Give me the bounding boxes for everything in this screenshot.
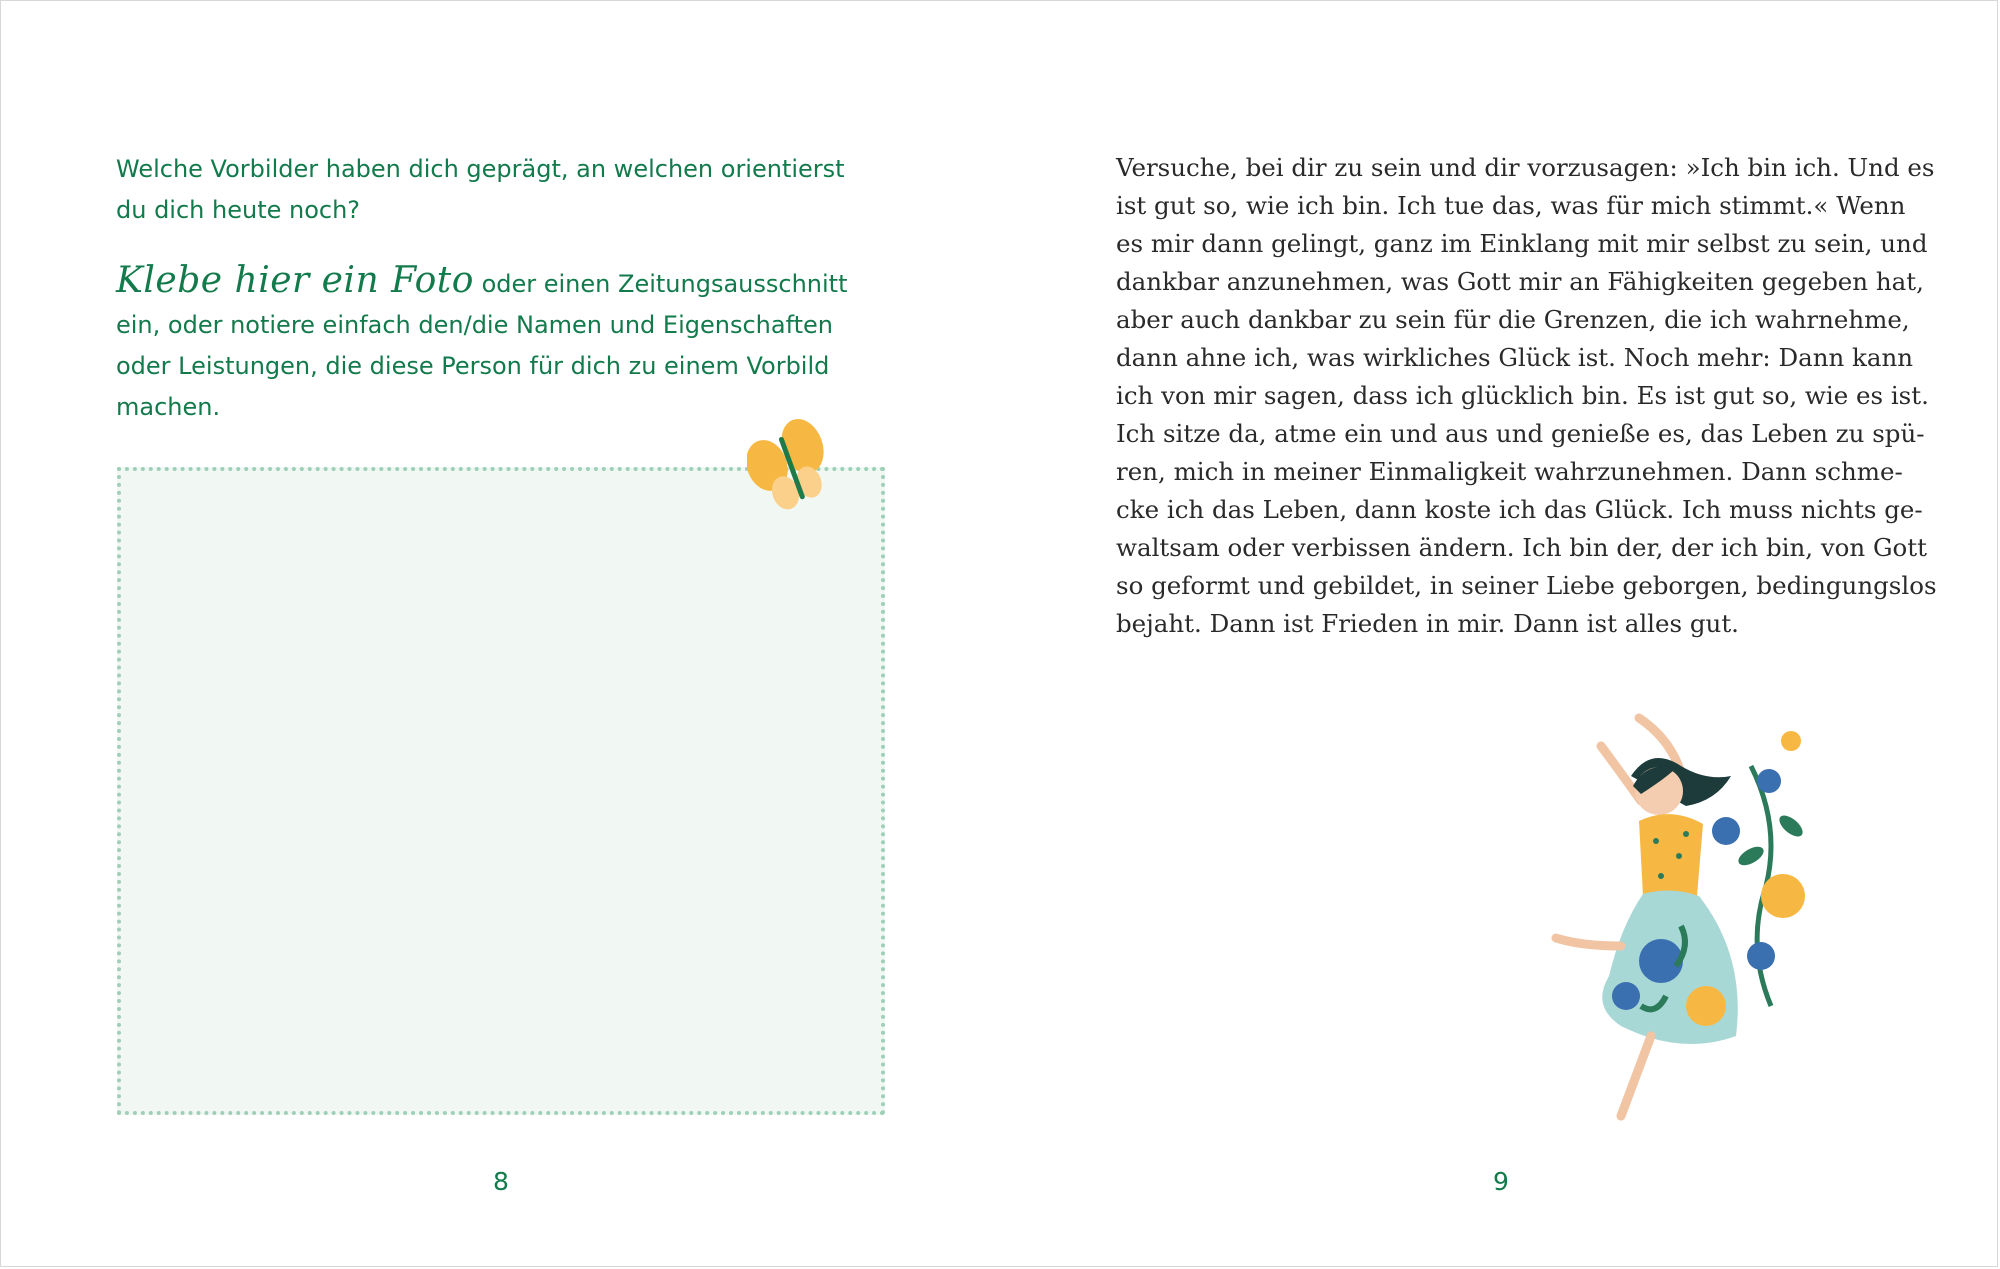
- page-number: 8: [493, 1167, 509, 1196]
- dancer-icon: [1521, 706, 1821, 1136]
- prompt-instruction: [116, 260, 876, 428]
- text-line: aber auch dankbar zu sein für die Grenzen, die ich wahrnehme,: [1116, 305, 1910, 334]
- text-line: dann ahne ich, was wirkliches Glück ist. Noch mehr: Dann kann: [1116, 343, 1914, 372]
- text-line: Versuche, bei dir zu sein und dir vorzusagen: »Ich bin ich. Und es: [1116, 153, 1935, 182]
- right-page: [1001, 1, 2000, 1266]
- text-line: so geformt und gebildet, in seiner Liebe geborgen, bedingungslos: [1116, 571, 1937, 600]
- prompt-question: Welche Vorbilder haben dich geprägt, an welchen orientierst du dich heute noch?: [116, 155, 845, 224]
- text-line: waltsam oder verbissen ändern. Ich bin der, der ich bin, von Gott: [1116, 533, 1927, 562]
- text-line: ren, mich in meiner Einmaligkeit wahrzunehmen. Dann schme-: [1116, 457, 1903, 486]
- butterfly-icon: [747, 417, 837, 517]
- text-line: es mir dann gelingt, ganz im Einklang mit mir selbst zu sein, und: [1116, 229, 1928, 258]
- text-line: Ich sitze da, atme ein und aus und genieße es, das Leben zu spü-: [1116, 419, 1925, 448]
- text-line: bejaht. Dann ist Frieden in mir. Dann ist alles gut.: [1116, 609, 1739, 638]
- text-line: ist gut so, wie ich bin. Ich tue das, was für mich stimmt.« Wenn: [1116, 191, 1906, 220]
- text-line: cke ich das Leben, dann koste ich das Glück. Ich muss nichts ge-: [1116, 495, 1923, 524]
- page-number: 9: [1493, 1167, 1509, 1196]
- instruction-script-lead: Klebe hier ein Foto: [116, 260, 474, 301]
- left-page: [1, 1, 1001, 1266]
- text-line: ich von mir sagen, dass ich glücklich bin. Es ist gut so, wie es ist.: [1116, 381, 1929, 410]
- text-line: dankbar anzunehmen, was Gott mir an Fähigkeiten gegeben hat,: [1116, 267, 1924, 296]
- photo-paste-area: [117, 467, 885, 1115]
- body-paragraph: [1116, 149, 1937, 643]
- instruction-text: oder einen Zeitungsausschnitt ein, oder notiere einfach den/die Namen und Eigenschaften oder Leistungen, die diese Person für dich zu einem Vorbild machen.: [116, 270, 848, 421]
